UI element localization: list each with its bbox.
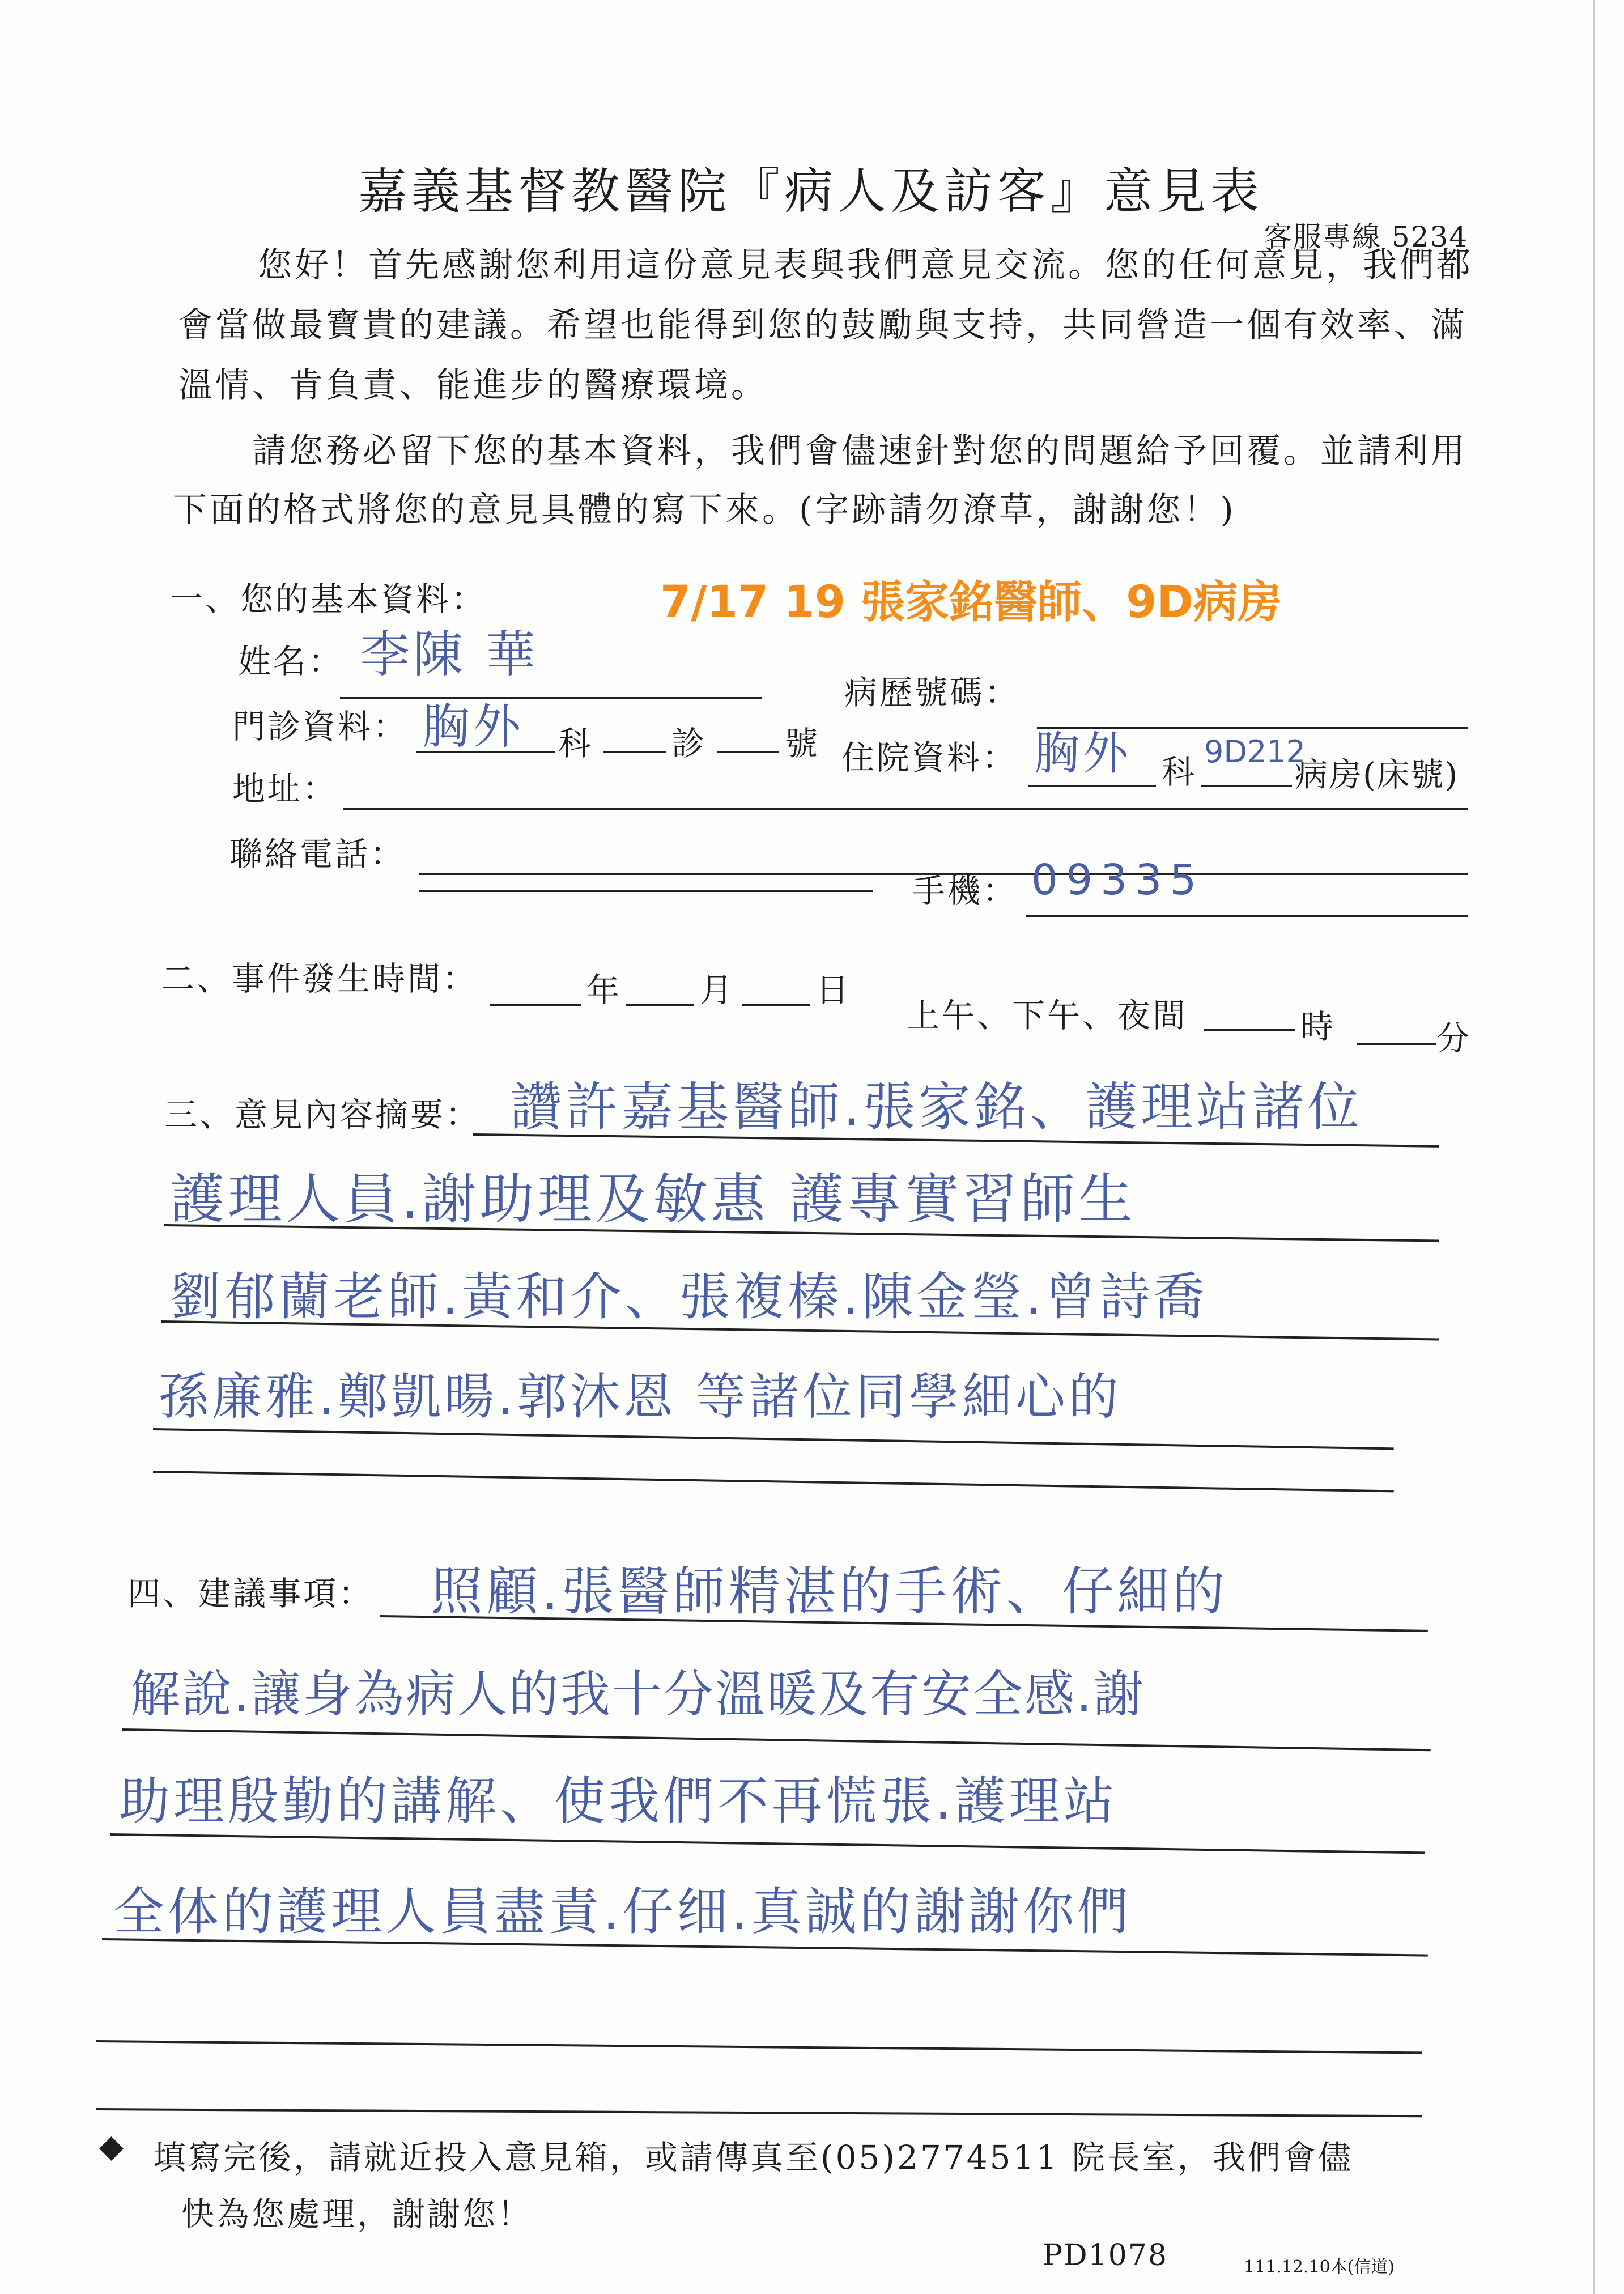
- intro-line-4: 請您務必留下您的基本資料，我們會儘速針對您的問題給予回覆。並請利用: [252, 431, 1468, 471]
- name-value[interactable]: 李陳 華: [360, 625, 539, 683]
- intro-line-5: 下面的格式將您的意見具體的寫下來。(字跡請勿潦草，謝謝您！): [173, 490, 1236, 530]
- suggestion-underline-2: [122, 1728, 1431, 1751]
- opinion-underline-4: [153, 1428, 1394, 1450]
- mobile-value[interactable]: 09335: [1031, 856, 1205, 904]
- ward-value[interactable]: 9D212: [1204, 734, 1306, 770]
- name-label: 姓名：: [238, 642, 344, 681]
- ward-label: 病房(床號): [1295, 755, 1459, 794]
- mobile-label: 手機：: [912, 872, 1018, 910]
- opinion-line-4[interactable]: 孫廉雅.鄭凱暘.郭沐恩 等諸位同學細心的: [159, 1367, 1122, 1426]
- form-code: PD1078: [1043, 2238, 1168, 2272]
- inpatient-dept-suffix: 科: [1162, 753, 1197, 791]
- hour-underline: [1204, 1029, 1295, 1031]
- time-periods: 上午、下午、夜間: [907, 996, 1188, 1035]
- opinion-line-2[interactable]: 護理人員.謝助理及敏惠 護專實習師生: [170, 1167, 1137, 1231]
- section4-heading: 四、建議事項：: [127, 1574, 374, 1613]
- suggestion-underline-3: [110, 1833, 1425, 1854]
- inpatient-label: 住院資料：: [841, 738, 1018, 777]
- phone-extra-underline: [419, 890, 873, 892]
- opinion-line-3[interactable]: 劉郁蘭老師.黃和介、張複榛.陳金瑩.曾詩喬: [170, 1267, 1208, 1327]
- bullet-diamond-icon: ◆: [99, 2128, 124, 2165]
- address-label: 地址：: [232, 770, 338, 808]
- section1-heading: 一、您的基本資料：: [170, 580, 487, 618]
- ward-underline: [1201, 785, 1292, 787]
- service-hotline: 客服專線 5234: [1264, 220, 1469, 253]
- mobile-underline: [1026, 915, 1468, 917]
- month-underline: [626, 1004, 694, 1006]
- outpatient-dept[interactable]: 胸外: [422, 699, 525, 754]
- suggestion-underline-6: [96, 2108, 1422, 2117]
- year-label: 年: [586, 971, 622, 1009]
- footer-line-1: 填寫完後，請就近投入意見箱，或請傳真至(05)2774511 院長室，我們會儘: [153, 2138, 1353, 2177]
- phone-label: 聯絡電話：: [229, 835, 406, 873]
- opinion-line-1[interactable]: 讚許嘉基醫師.張家銘、護理站諸位: [510, 1077, 1363, 1137]
- clinic-label: 診: [671, 724, 707, 763]
- opinion-underline-5: [153, 1471, 1394, 1492]
- footer-line-2: 快為您處理，謝謝您！: [181, 2195, 533, 2233]
- number-underline: [717, 751, 779, 753]
- address-underline: [343, 808, 1468, 810]
- intro-line-1: 您好！首先感謝您利用這份意見表與我們意見交流。您的任何意見，我們都: [258, 245, 1473, 285]
- inpatient-dept-underline: [1028, 785, 1156, 787]
- year-underline: [490, 1004, 581, 1006]
- month-label: 月: [700, 971, 736, 1009]
- outpatient-label: 門診資料：: [232, 707, 409, 746]
- outpatient-dept-underline: [416, 751, 555, 753]
- intro-line-2: 會當做最寶貴的建議。希望也能得到您的鼓勵與支持，共同營造一個有效率、滿: [178, 305, 1468, 345]
- name-underline: [340, 697, 762, 699]
- outpatient-dept-suffix: 科: [558, 724, 594, 763]
- section2-heading: 二、事件發生時間：: [161, 959, 478, 998]
- form-version: 111.12.10本(信道): [1244, 2257, 1395, 2277]
- minute-underline: [1357, 1043, 1436, 1045]
- scan-edge: [1593, 0, 1595, 2294]
- minute-label: 分: [1436, 1019, 1472, 1057]
- suggestion-line-1[interactable]: 照顧.張醫師精湛的手術、仔細的: [431, 1561, 1228, 1622]
- suggestion-line-4[interactable]: 全体的護理人員盡責.仔细.真誠的謝謝你們: [113, 1882, 1132, 1942]
- inpatient-dept[interactable]: 胸外: [1034, 727, 1132, 780]
- form-title: 嘉義基督教醫院『病人及訪客』意見表: [358, 163, 1264, 220]
- number-label: 號: [785, 724, 820, 763]
- suggestion-line-3[interactable]: 助理殷勤的講解、使我們不再慌張.護理站: [119, 1772, 1118, 1831]
- intro-line-3: 溫情、肯負責、能進步的醫療環境。: [178, 366, 768, 405]
- day-underline: [742, 1004, 810, 1006]
- staff-annotation: 7/17 19 張家銘醫師、9D病房: [660, 577, 1282, 628]
- suggestion-line-2[interactable]: 解說.讓身為病人的我十分溫暖及有安全感.謝: [130, 1665, 1145, 1723]
- record-label: 病歷號碼：: [844, 673, 1021, 712]
- clinic-underline: [603, 751, 666, 753]
- day-label: 日: [816, 971, 852, 1009]
- hour-label: 時: [1300, 1008, 1336, 1046]
- suggestion-underline-5: [96, 2040, 1422, 2054]
- section3-heading: 三、意見內容摘要：: [164, 1095, 481, 1134]
